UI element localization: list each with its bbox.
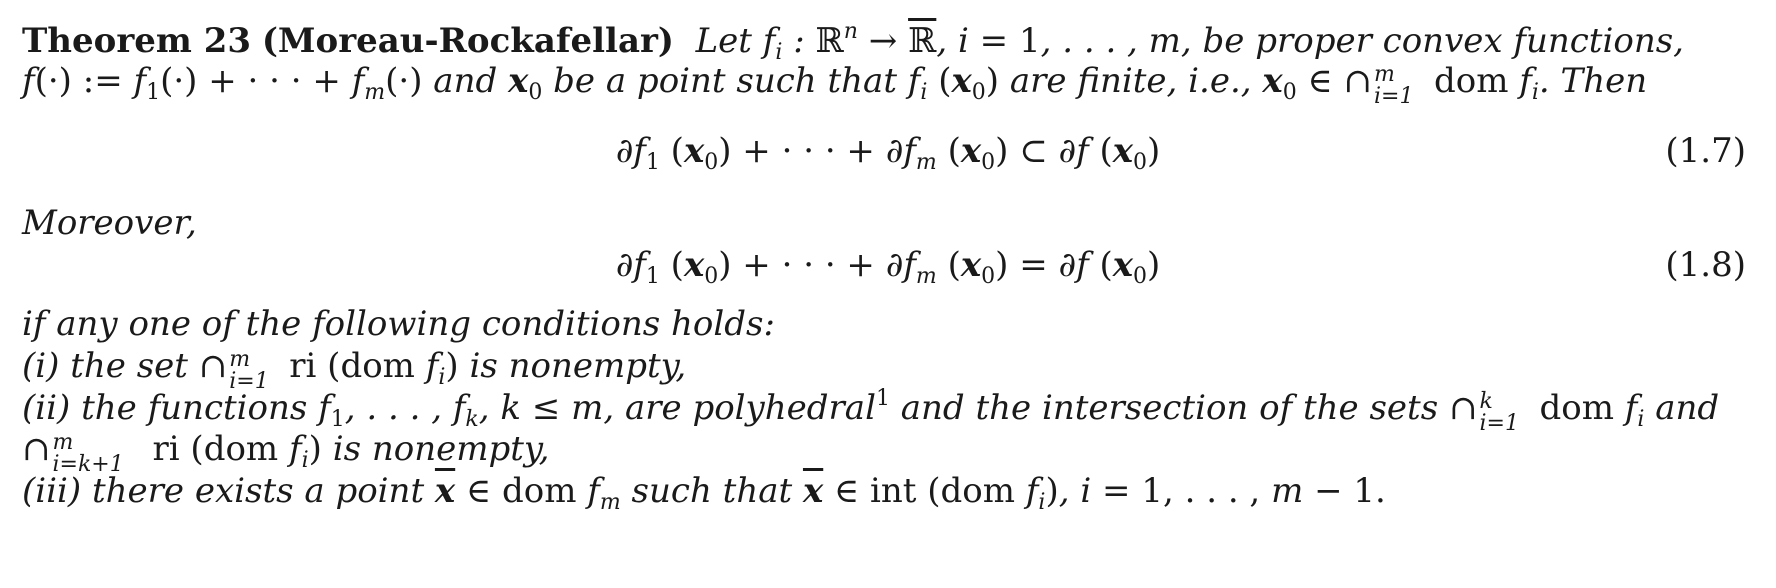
moreover-text: Moreover, [22, 203, 197, 243]
theorem-statement-line-2 [22, 61, 1648, 109]
equation-1-8-body: $\partial f_1$ $(x_0)$ + · · · + $\partial f_m$ $(x_0) = \partial f$ $(x_0)$ [615, 245, 1161, 289]
equation-number-1-7: (1.7) [1665, 131, 1746, 171]
condition-ii-text-continued: ∩ m i=k+1 ri (dom $f_i$) is nonempty, [22, 429, 550, 477]
theorem-label: Theorem 23 [22, 21, 252, 61]
condition-iii-text: (iii) there exists a point $\overline{x}$ ∈ dom $f_m$ such that $\overline{x}$ ∈ int (dom $f_i$), i = 1, . . . , m − 1. [22, 471, 1386, 515]
equation-number-1-8: (1.8) [1665, 245, 1746, 285]
equation-1-8 [0, 245, 1776, 289]
condition-ii [22, 386, 1720, 436]
theorem-line-1-text: Let $f_i$ : ℝ$^n$ → ℝ, i = 1, . . . , m, be proper convex functions, [684, 19, 1684, 65]
condition-ii-text: (ii) the functions $f_1$, . . . , $f_k$, k ≤ m, are polyhedral$^1$ and the intersection of the sets ∩ k i=1 dom $f_i$ and [22, 386, 1720, 436]
theorem-statement-line-1 [22, 19, 1684, 65]
theorem-line-2-text: f(·) := $f_1(\cdot)$ + · · · + $f_m(\cdot)$ and $x_0$ be a point such that $f_i$ $(x_0)$ are finite, i.e., $x_0$ ∈ ∩ m i=1 dom $f_i$. Then [22, 61, 1648, 109]
condition-i [22, 346, 687, 394]
condition-iii [22, 471, 1386, 515]
conditions-intro: if any one of the following conditions holds: [22, 304, 775, 344]
condition-i-text: (i) the set ∩ m i=1 ri (dom $f_i$) is nonempty, [22, 346, 687, 394]
equation-1-7-body: $\partial f_1$ $(x_0)$ + · · · + $\partial f_m$ $(x_0)$ ⊂ ∂f $(x_0)$ [615, 131, 1161, 175]
equation-1-7 [0, 131, 1776, 175]
theorem-name: (Moreau-Rockafellar) [261, 21, 674, 61]
condition-ii-continued [22, 429, 550, 477]
